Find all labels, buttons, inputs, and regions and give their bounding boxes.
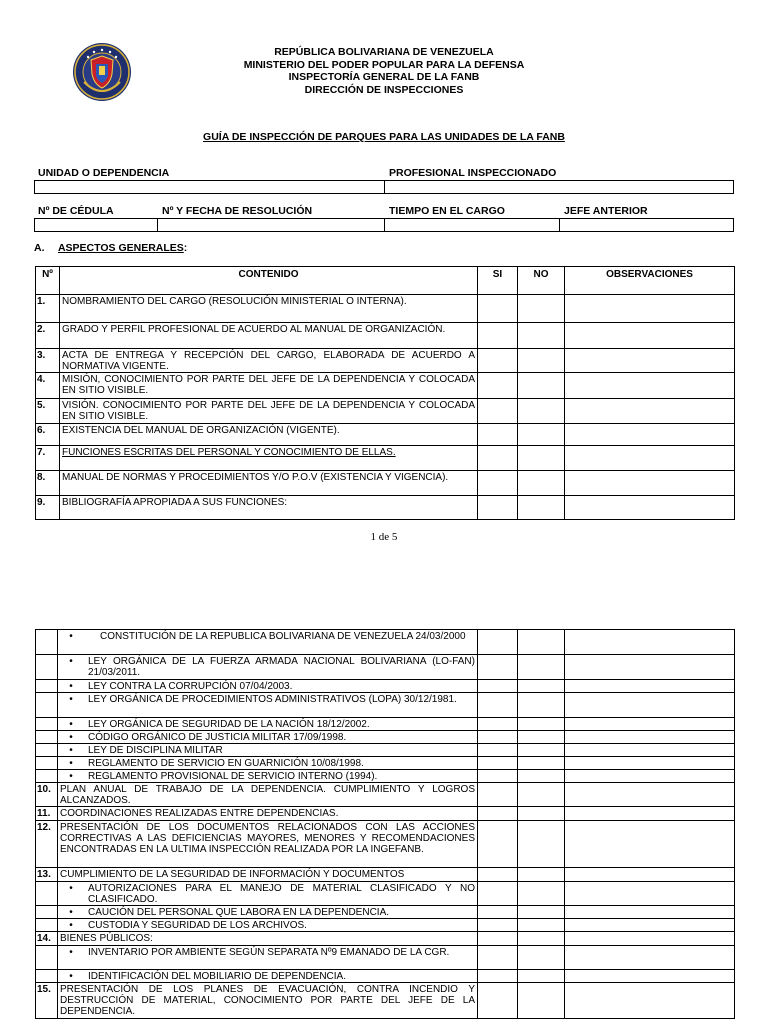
- row-number: 3.: [36, 349, 60, 373]
- observaciones-cell[interactable]: [565, 655, 735, 680]
- si-checkbox-cell[interactable]: [478, 970, 518, 983]
- row-content: [58, 731, 478, 744]
- row-number: 4.: [36, 373, 60, 399]
- col-header-si: SI: [478, 267, 518, 295]
- si-checkbox-cell[interactable]: [478, 906, 518, 919]
- row-content: [58, 807, 478, 821]
- no-checkbox-cell[interactable]: [518, 496, 565, 520]
- bullet-icon: •: [69, 907, 73, 918]
- no-checkbox-cell[interactable]: [518, 946, 565, 970]
- no-checkbox-cell[interactable]: [518, 783, 565, 807]
- row-content: [60, 295, 478, 323]
- si-checkbox-cell[interactable]: [478, 323, 518, 349]
- row-content: [58, 919, 478, 932]
- row-content-text: CONSTITUCIÓN DE LA REPUBLICA BOLIVARIANA DE VENEZUELA 24/03/2000: [100, 631, 466, 642]
- si-checkbox-cell[interactable]: [478, 424, 518, 446]
- table-row: [36, 783, 735, 807]
- col-header-contenido: CONTENIDO: [60, 267, 478, 295]
- observaciones-cell[interactable]: [565, 295, 735, 323]
- row-content-text: VISIÓN. CONOCIMIENTO POR PARTE DEL JEFE DE LA DEPENDENCIA Y COLOCADA EN SITIO VISIBLE.: [62, 400, 475, 422]
- observaciones-cell[interactable]: [565, 718, 735, 731]
- observaciones-cell[interactable]: [565, 932, 735, 946]
- si-checkbox-cell[interactable]: [478, 471, 518, 496]
- row-number: [36, 744, 58, 757]
- si-checkbox-cell[interactable]: [478, 757, 518, 770]
- bullet-icon: •: [69, 971, 73, 982]
- no-checkbox-cell[interactable]: [518, 630, 565, 655]
- row-number: 1.: [36, 295, 60, 323]
- row-content: [58, 868, 478, 882]
- si-checkbox-cell[interactable]: [478, 744, 518, 757]
- cedula-field[interactable]: [34, 218, 158, 232]
- col-header-no: NO: [518, 267, 565, 295]
- no-checkbox-cell[interactable]: [518, 693, 565, 718]
- row-content: [60, 471, 478, 496]
- bullet-item: [60, 732, 475, 743]
- no-checkbox-cell[interactable]: [518, 471, 565, 496]
- observaciones-cell[interactable]: [565, 471, 735, 496]
- si-checkbox-cell[interactable]: [478, 349, 518, 373]
- row-content-text: LEY CONTRA LA CORRUPCIÓN 07/04/2003.: [88, 681, 293, 692]
- row-content: [58, 783, 478, 807]
- no-checkbox-cell[interactable]: [518, 744, 565, 757]
- row-content: [58, 770, 478, 783]
- no-checkbox-cell[interactable]: [518, 868, 565, 882]
- row-content: [60, 496, 478, 520]
- table-row: [36, 919, 735, 932]
- row-number: [36, 906, 58, 919]
- observaciones-cell[interactable]: [565, 446, 735, 471]
- bullet-icon: •: [69, 771, 73, 782]
- row-content: [60, 446, 478, 471]
- table-row: [36, 970, 735, 983]
- bullet-icon: •: [69, 920, 73, 931]
- row-content: [60, 399, 478, 424]
- header-line-1: REPÚBLICA BOLIVARIANA DE VENEZUELA: [274, 46, 494, 58]
- jefe-label: JEFE ANTERIOR: [564, 205, 648, 217]
- row-content-text: PRESENTACIÓN DE LOS PLANES DE EVACUACIÓN, CONTRA INCENDIO Y DESTRUCCIÓN DE MATERIAL, CONOCIMIENTO POR PARTE DEL JEFE DE LA DEPENDENCIA.: [60, 984, 475, 1017]
- row-content-text: INVENTARIO POR AMBIENTE SEGÚN SEPARATA Nº9 EMANADO DE LA CGR.: [88, 947, 450, 958]
- row-content-text: MANUAL DE NORMAS Y PROCEDIMIENTOS Y/O P.O.V (EXISTENCIA Y VIGENCIA).: [62, 472, 449, 483]
- no-checkbox-cell[interactable]: [518, 373, 565, 399]
- row-number: 2.: [36, 323, 60, 349]
- row-content: [58, 882, 478, 906]
- observaciones-cell[interactable]: [565, 882, 735, 906]
- institution-seal-icon: [72, 42, 132, 102]
- si-checkbox-cell[interactable]: [478, 770, 518, 783]
- table-row: [36, 807, 735, 821]
- row-content: [58, 757, 478, 770]
- bullet-item: [60, 947, 475, 958]
- no-checkbox-cell[interactable]: [518, 932, 565, 946]
- si-checkbox-cell[interactable]: [478, 783, 518, 807]
- bullet-item: [60, 907, 475, 918]
- row-number: [36, 680, 58, 693]
- row-content-text: AUTORIZACIONES PARA EL MANEJO DE MATERIAL CLASIFICADO Y NO CLASIFICADO.: [88, 883, 475, 905]
- table-row: [36, 868, 735, 882]
- bullet-item: [60, 656, 475, 678]
- table-row: [36, 983, 735, 1019]
- observaciones-cell[interactable]: [565, 693, 735, 718]
- col-header-num: Nº: [36, 267, 60, 295]
- row-content-text: LEY ORGÁNICA DE LA FUERZA ARMADA NACIONAL BOLIVARIANA (LO-FAN) 21/03/2011.: [88, 656, 475, 678]
- observaciones-cell[interactable]: [565, 970, 735, 983]
- row-content: [58, 630, 478, 655]
- row-content-text: FUNCIONES ESCRITAS DEL PERSONAL Y CONOCIMIENTO DE ELLAS.: [62, 447, 396, 458]
- si-checkbox-cell[interactable]: [478, 680, 518, 693]
- row-content-text: CUMPLIMIENTO DE LA SEGURIDAD DE INFORMACIÓN Y DOCUMENTOS: [60, 869, 405, 880]
- row-content: [58, 932, 478, 946]
- bullet-item: [60, 883, 475, 905]
- bullet-icon: •: [69, 656, 73, 667]
- table-row: [36, 906, 735, 919]
- inspection-table-page-1: [35, 266, 735, 520]
- row-content-text: LEY ORGÁNICA DE PROCEDIMIENTOS ADMINISTRATIVOS (LOPA) 30/12/1981.: [88, 694, 457, 705]
- row-number: 10.: [36, 783, 58, 807]
- profesional-label: PROFESIONAL INSPECCIONADO: [389, 167, 557, 179]
- row-number: [36, 882, 58, 906]
- row-content-text: EXISTENCIA DEL MANUAL DE ORGANIZACIÓN (VIGENTE).: [62, 425, 340, 436]
- header-line-4: DIRECCIÓN DE INSPECCIONES: [304, 83, 464, 96]
- tiempo-field[interactable]: [384, 218, 560, 232]
- section-a-heading: [34, 242, 187, 254]
- bullet-item: [60, 681, 475, 692]
- no-checkbox-cell[interactable]: [518, 323, 565, 349]
- si-checkbox-cell[interactable]: [478, 807, 518, 821]
- row-content-text: MISIÓN, CONOCIMIENTO POR PARTE DEL JEFE DE LA DEPENDENCIA Y COLOCADA EN SITIO VISIBLE.: [62, 374, 475, 396]
- row-content-text: IDENTIFICACIÓN DEL MOBILIARIO DE DEPENDENCIA.: [88, 971, 347, 982]
- resolucion-label: Nº Y FECHA DE RESOLUCIÓN: [162, 205, 313, 217]
- si-checkbox-cell[interactable]: [478, 919, 518, 932]
- si-checkbox-cell[interactable]: [478, 295, 518, 323]
- row-number: 8.: [36, 471, 60, 496]
- row-number: 6.: [36, 424, 60, 446]
- no-checkbox-cell[interactable]: [518, 906, 565, 919]
- row-content-text: LEY ORGÁNICA DE SEGURIDAD DE LA NACIÓN 18/12/2002.: [88, 719, 370, 730]
- row-content: [58, 906, 478, 919]
- row-number: 9.: [36, 496, 60, 520]
- table-row: [36, 496, 735, 520]
- bullet-icon: •: [69, 719, 73, 730]
- row-content: [60, 349, 478, 373]
- no-checkbox-cell[interactable]: [518, 970, 565, 983]
- no-checkbox-cell[interactable]: [518, 983, 565, 1019]
- bullet-item: [60, 745, 475, 756]
- observaciones-cell[interactable]: [565, 731, 735, 744]
- row-content-text: GRADO Y PERFIL PROFESIONAL DE ACUERDO AL MANUAL DE ORGANIZACIÓN.: [62, 324, 446, 335]
- row-number: 15.: [36, 983, 58, 1019]
- row-number: 13.: [36, 868, 58, 882]
- row-content: [58, 983, 478, 1019]
- observaciones-cell[interactable]: [565, 496, 735, 520]
- table-row: [36, 323, 735, 349]
- bullet-item: [60, 920, 475, 931]
- profesional-field[interactable]: [384, 180, 734, 194]
- si-checkbox-cell[interactable]: [478, 983, 518, 1019]
- row-content: [58, 970, 478, 983]
- no-checkbox-cell[interactable]: [518, 882, 565, 906]
- no-checkbox-cell[interactable]: [518, 731, 565, 744]
- bullet-icon: •: [69, 681, 73, 692]
- row-number: [36, 919, 58, 932]
- inspection-table-page-2: [35, 629, 735, 1019]
- row-content-text: PLAN ANUAL DE TRABAJO DE LA DEPENDENCIA. CUMPLIMIENTO Y LOGROS ALCANZADOS.: [60, 784, 475, 806]
- table-row: [36, 446, 735, 471]
- bullet-icon: •: [69, 947, 73, 958]
- row-content-text: REGLAMENTO DE SERVICIO EN GUARNICIÓN 10/08/1998.: [88, 758, 364, 769]
- table-row: [36, 693, 735, 718]
- si-checkbox-cell[interactable]: [478, 946, 518, 970]
- jefe-field[interactable]: [559, 218, 734, 232]
- bullet-item: [60, 971, 475, 982]
- col-header-observaciones: OBSERVACIONES: [565, 267, 735, 295]
- resolucion-field[interactable]: [157, 218, 385, 232]
- tiempo-label: TIEMPO EN EL CARGO: [389, 205, 505, 217]
- si-checkbox-cell[interactable]: [478, 399, 518, 424]
- table-row: [36, 770, 735, 783]
- no-checkbox-cell[interactable]: [518, 919, 565, 932]
- row-content: [58, 680, 478, 693]
- si-checkbox-cell[interactable]: [478, 496, 518, 520]
- row-content: [58, 693, 478, 718]
- observaciones-cell[interactable]: [565, 399, 735, 424]
- header-line-3: INSPECTORÍA GENERAL DE LA FANB: [288, 71, 480, 83]
- observaciones-cell[interactable]: [565, 349, 735, 373]
- observaciones-cell[interactable]: [565, 783, 735, 807]
- table-row: [36, 295, 735, 323]
- table-row: [36, 731, 735, 744]
- row-content-text: ACTA DE ENTREGA Y RECEPCIÓN DEL CARGO, ELABORADA DE ACUERDO A NORMATIVA VIGENTE.: [62, 350, 475, 372]
- bullet-icon: •: [69, 745, 73, 756]
- si-checkbox-cell[interactable]: [478, 693, 518, 718]
- si-checkbox-cell[interactable]: [478, 868, 518, 882]
- observaciones-cell[interactable]: [565, 821, 735, 868]
- si-checkbox-cell[interactable]: [478, 718, 518, 731]
- row-number: 5.: [36, 399, 60, 424]
- no-checkbox-cell[interactable]: [518, 424, 565, 446]
- bullet-icon: •: [69, 758, 73, 769]
- observaciones-cell[interactable]: [565, 770, 735, 783]
- table-row: [36, 680, 735, 693]
- bullet-icon: •: [69, 732, 73, 743]
- no-checkbox-cell[interactable]: [518, 770, 565, 783]
- row-content: [58, 655, 478, 680]
- bullet-icon: •: [69, 883, 73, 894]
- row-number: [36, 718, 58, 731]
- observaciones-cell[interactable]: [565, 868, 735, 882]
- bullet-icon: •: [69, 631, 73, 642]
- row-content-text: BIENES PÚBLICOS:: [60, 933, 153, 944]
- row-content: [60, 373, 478, 399]
- si-checkbox-cell[interactable]: [478, 932, 518, 946]
- row-content-text: BIBLIOGRAFÍA APROPIADA A SUS FUNCIONES:: [62, 497, 288, 508]
- observaciones-cell[interactable]: [565, 680, 735, 693]
- si-checkbox-cell[interactable]: [478, 373, 518, 399]
- row-content-text: LEY DE DISCIPLINA MILITAR: [88, 745, 223, 756]
- table-row: [36, 373, 735, 399]
- row-number: [36, 946, 58, 970]
- no-checkbox-cell[interactable]: [518, 821, 565, 868]
- table-row: [36, 821, 735, 868]
- observaciones-cell[interactable]: [565, 919, 735, 932]
- observaciones-cell[interactable]: [565, 983, 735, 1019]
- observaciones-cell[interactable]: [565, 373, 735, 399]
- section-a-colon: :: [183, 242, 188, 254]
- row-content: [58, 821, 478, 868]
- si-checkbox-cell[interactable]: [478, 446, 518, 471]
- table-row: [36, 882, 735, 906]
- table-row: [36, 744, 735, 757]
- table-row: [36, 655, 735, 680]
- row-number: 12.: [36, 821, 58, 868]
- no-checkbox-cell[interactable]: [518, 446, 565, 471]
- row-content-text: NOMBRAMIENTO DEL CARGO (RESOLUCIÓN MINISTERIAL O INTERNA).: [62, 296, 407, 307]
- bullet-item: [60, 719, 475, 730]
- row-number: 7.: [36, 446, 60, 471]
- row-number: [36, 757, 58, 770]
- no-checkbox-cell[interactable]: [518, 807, 565, 821]
- bullet-item: [60, 694, 475, 705]
- si-checkbox-cell[interactable]: [478, 821, 518, 868]
- row-content: [60, 424, 478, 446]
- cedula-label: Nº DE CÉDULA: [38, 205, 114, 217]
- si-checkbox-cell[interactable]: [478, 882, 518, 906]
- no-checkbox-cell[interactable]: [518, 655, 565, 680]
- row-number: [36, 731, 58, 744]
- row-content: [58, 946, 478, 970]
- observaciones-cell[interactable]: [565, 744, 735, 757]
- observaciones-cell[interactable]: [565, 946, 735, 970]
- table-row: [36, 630, 735, 655]
- row-content-text: PRESENTACIÓN DE LOS DOCUMENTOS RELACIONADOS CON LAS ACCIONES CORRECTIVAS A LAS DEFICIENCIAS MAYORES, MENORES Y RECOMENDACIONES ENCONTRADAS EN LA ULTIMA INSPECCIÓN REALIZADA POR LA INGEFANB.: [60, 822, 475, 855]
- table-row: [36, 349, 735, 373]
- si-checkbox-cell[interactable]: [478, 655, 518, 680]
- row-content-text: CÓDIGO ORGÁNICO DE JUSTICIA MILITAR 17/09/1998.: [88, 732, 347, 743]
- section-a-title: ASPECTOS GENERALES: [57, 242, 184, 254]
- observaciones-cell[interactable]: [565, 757, 735, 770]
- row-number: [36, 970, 58, 983]
- no-checkbox-cell[interactable]: [518, 718, 565, 731]
- page-number: 1 de 5: [370, 531, 398, 543]
- observaciones-cell[interactable]: [565, 323, 735, 349]
- bullet-icon: •: [69, 694, 73, 705]
- row-content-text: CAUCIÓN DEL PERSONAL QUE LABORA EN LA DEPENDENCIA.: [88, 907, 390, 918]
- document-header: [150, 46, 618, 96]
- observaciones-cell[interactable]: [565, 424, 735, 446]
- no-checkbox-cell[interactable]: [518, 399, 565, 424]
- table-row: [36, 399, 735, 424]
- no-checkbox-cell[interactable]: [518, 680, 565, 693]
- table-row: [36, 424, 735, 446]
- row-content-text: REGLAMENTO PROVISIONAL DE SERVICIO INTERNO (1994).: [88, 771, 378, 782]
- row-number: [36, 693, 58, 718]
- table-row: [36, 932, 735, 946]
- row-number: 11.: [36, 807, 58, 821]
- bullet-item: [60, 758, 475, 769]
- observaciones-cell[interactable]: [565, 906, 735, 919]
- row-number: [36, 630, 58, 655]
- header-line-2: MINISTERIO DEL PODER POPULAR PARA LA DEFENSA: [243, 58, 525, 71]
- si-checkbox-cell[interactable]: [478, 731, 518, 744]
- row-number: 14.: [36, 932, 58, 946]
- row-content-text: CUSTODIA Y SEGURIDAD DE LOS ARCHIVOS.: [88, 920, 307, 931]
- table-row: [36, 471, 735, 496]
- document-title: GUÍA DE INSPECCIÓN DE PARQUES PARA LAS UNIDADES DE LA FANB: [203, 131, 565, 143]
- si-checkbox-cell[interactable]: [478, 630, 518, 655]
- unidad-field[interactable]: [34, 180, 385, 194]
- no-checkbox-cell[interactable]: [518, 757, 565, 770]
- table-header-row: [36, 267, 735, 295]
- observaciones-cell[interactable]: [565, 807, 735, 821]
- table-row: [36, 718, 735, 731]
- observaciones-cell[interactable]: [565, 630, 735, 655]
- table-row: [36, 946, 735, 970]
- table-row: [36, 757, 735, 770]
- no-checkbox-cell[interactable]: [518, 349, 565, 373]
- section-a-letter: A.: [34, 242, 45, 254]
- row-content: [58, 718, 478, 731]
- row-number: [36, 770, 58, 783]
- no-checkbox-cell[interactable]: [518, 295, 565, 323]
- unidad-label: UNIDAD O DEPENDENCIA: [38, 167, 170, 179]
- row-number: [36, 655, 58, 680]
- row-content: [60, 323, 478, 349]
- bullet-item: [60, 771, 475, 782]
- bullet-item: [60, 631, 475, 642]
- row-content-text: COORDINACIONES REALIZADAS ENTRE DEPENDENCIAS.: [60, 808, 339, 819]
- row-content: [58, 744, 478, 757]
